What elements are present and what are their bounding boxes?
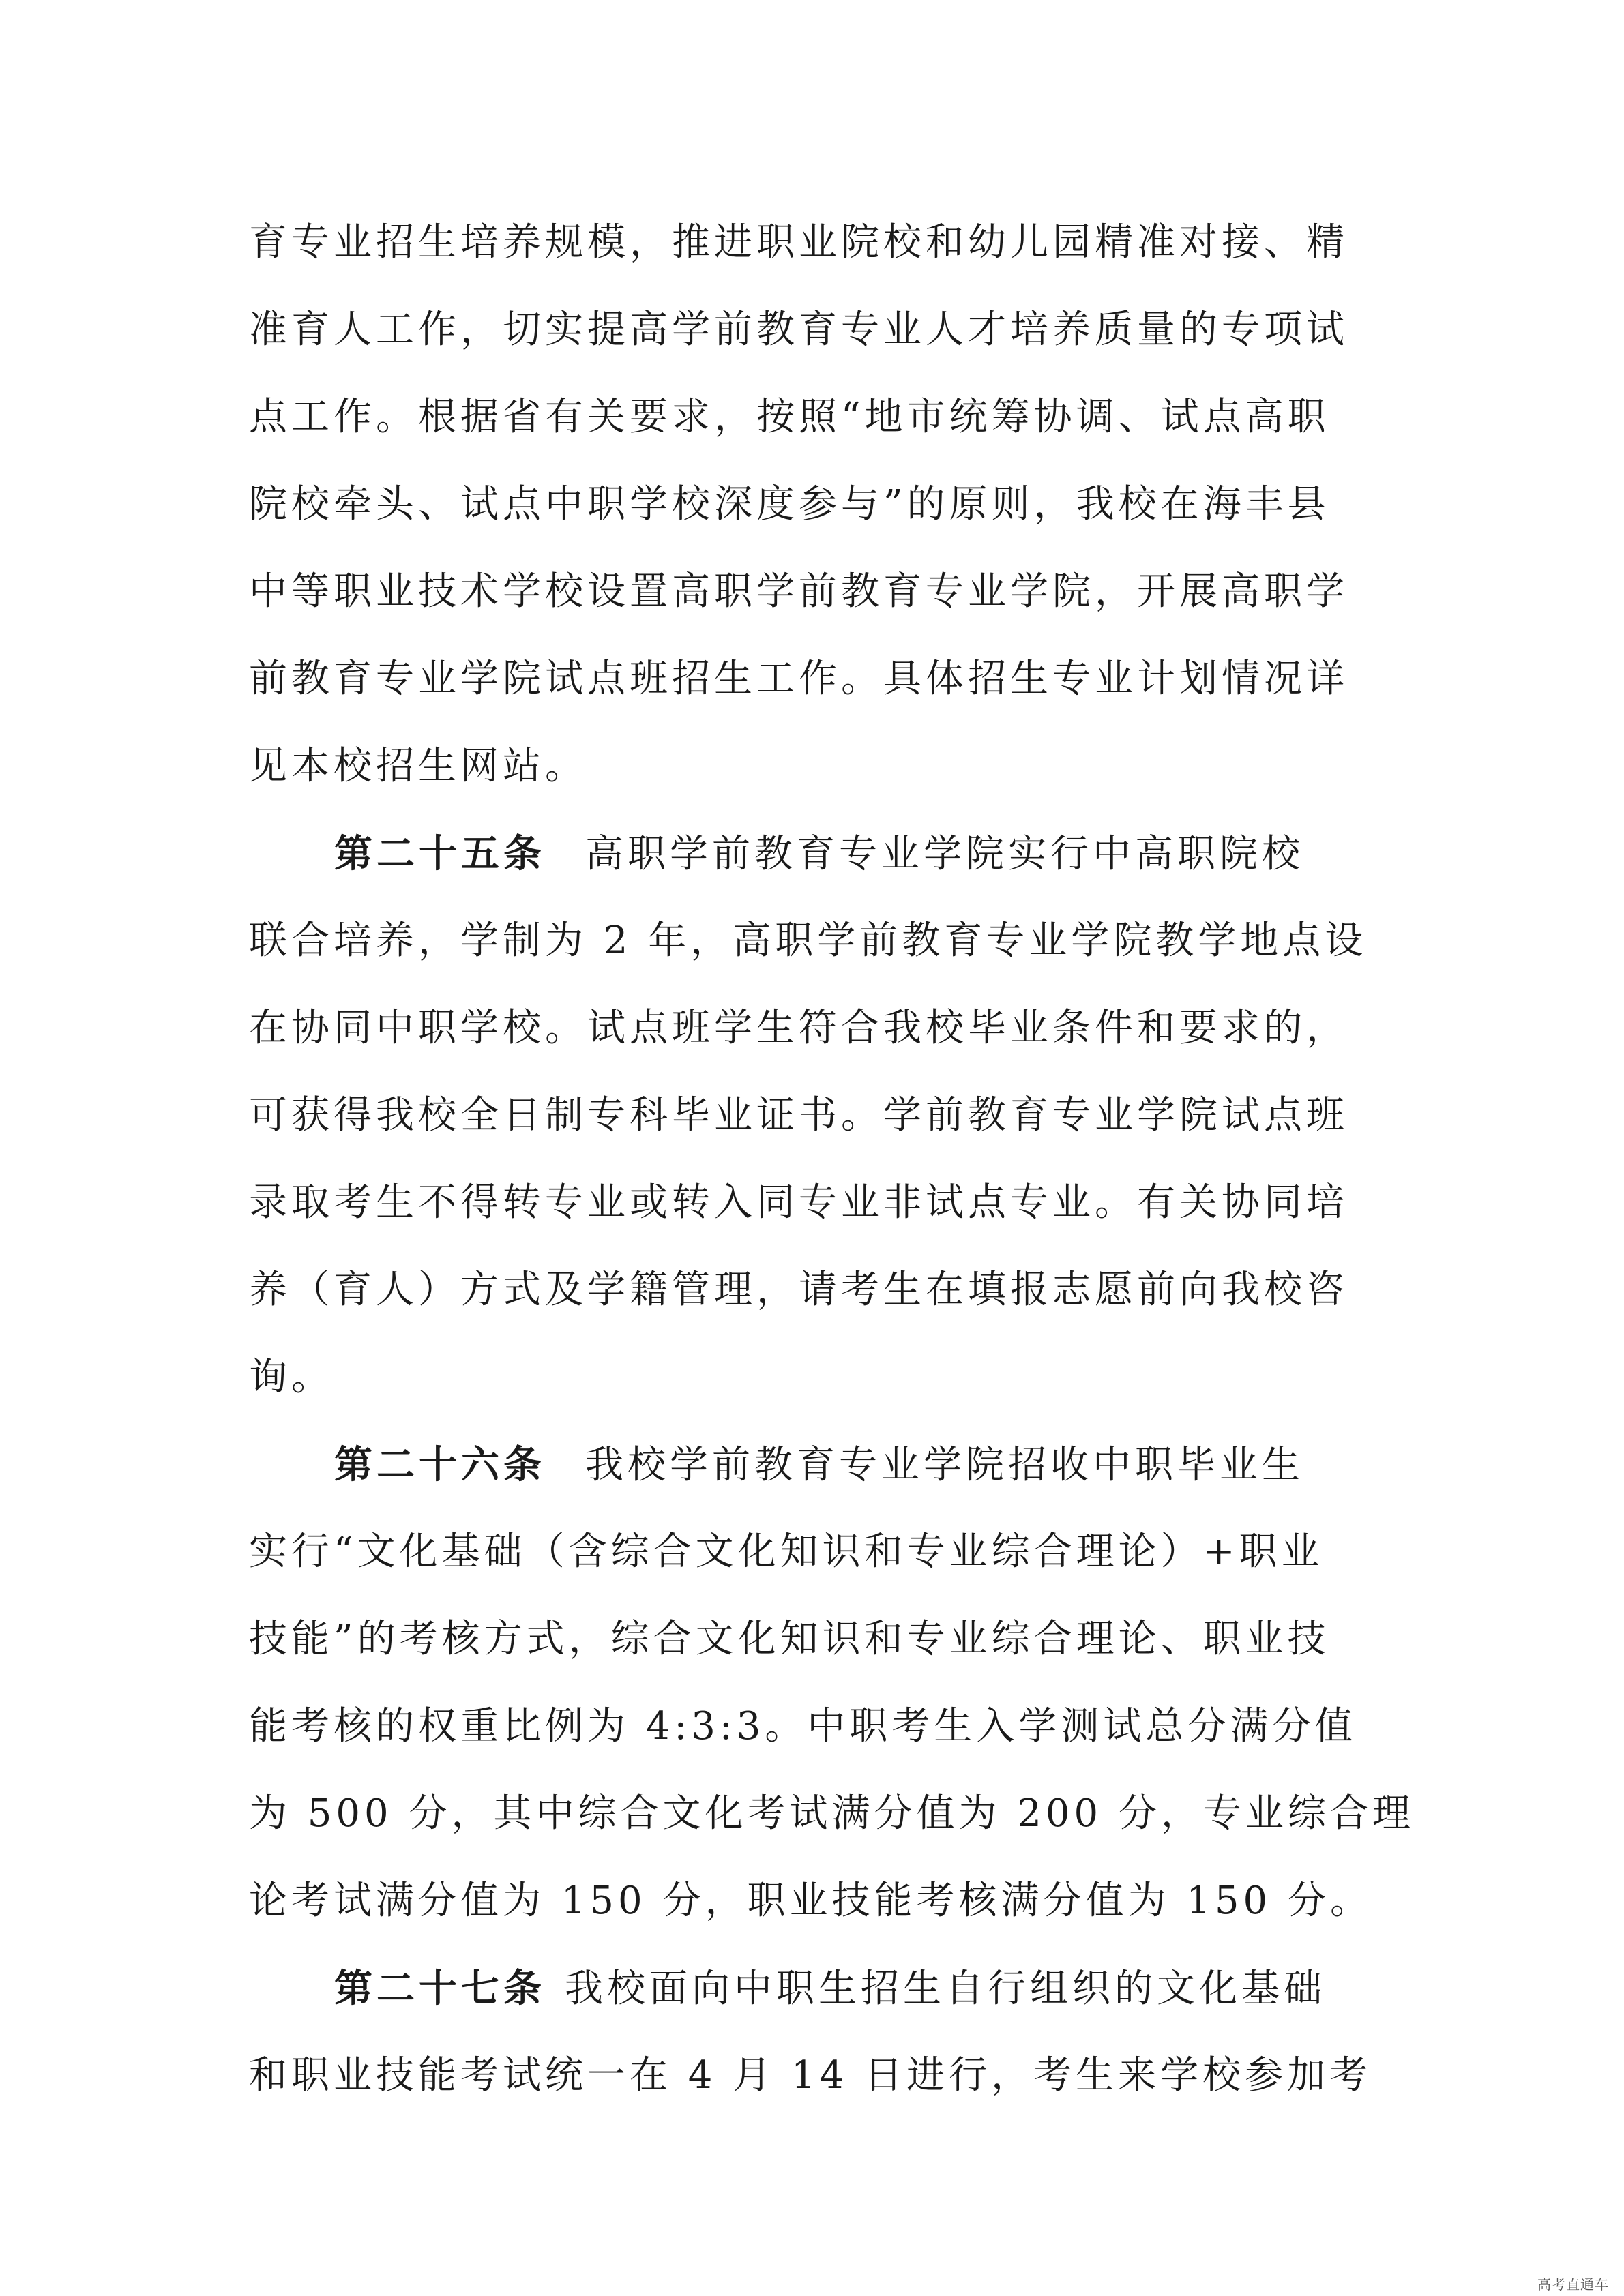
paragraph-line: 技能”的考核方式，综合文化知识和专业综合理论、职业技 [249,1617,1330,1661]
paragraph-line: 联合培养，学制为 2 年，高职学前教育专业学院教学地点设 [249,919,1368,963]
paragraph-line: 能考核的权重比例为 4:3:3。中职考生入学测试总分满分值 [249,1704,1357,1748]
article-25-first-line [334,831,1304,878]
paragraph-line: 准育人工作，切实提高学前教育专业人才培养质量的专项试 [249,308,1348,352]
paragraph-line: 可获得我校全日制专科毕业证书。学前教育专业学院试点班 [249,1093,1348,1137]
article-heading: 第二十七条 [334,1966,546,2011]
article-text: 我校学前教育专业学院招收中职毕业生 [585,1443,1304,1487]
article-27-first-line [334,1965,1326,2012]
paragraph-line: 点工作。根据省有关要求，按照“地市统筹协调、试点高职 [249,395,1330,439]
article-text: 高职学前教育专业学院实行中高职院校 [585,832,1304,876]
paragraph-line: 见本校招生网站。 [249,744,587,788]
article-heading: 第二十六条 [334,1442,546,1487]
paragraph-line: 育专业招生培养规模，推进职业院校和幼儿园精准对接、精 [249,220,1348,265]
article-26-first-line [334,1442,1304,1489]
article-heading: 第二十五条 [334,831,546,876]
paragraph-line: 院校牵头、试点中职学校深度参与”的原则，我校在海丰县 [249,482,1330,526]
paragraph-line: 和职业技能考试统一在 4 月 14 日进行，考生来学校参加考 [249,2053,1372,2098]
paragraph-line: 前教育专业学院试点班招生工作。具体招生专业计划情况详 [249,657,1348,701]
paragraph-line: 为 500 分，其中综合文化考试满分值为 200 分，专业综合理 [249,1791,1415,1836]
paragraph-line: 询。 [249,1355,334,1399]
paragraph-line: 录取考生不得转专业或转入同专业非试点专业。有关协同培 [249,1180,1348,1225]
paragraph-line: 论考试满分值为 150 分，职业技能考核满分值为 150 分。 [249,1879,1372,1923]
paragraph-line: 中等职业技术学校设置高职学前教育专业学院，开展高职学 [249,569,1348,614]
watermark: 高考直通车 [1537,2276,1609,2293]
article-text: 我校面向中职生招生自行组织的文化基础 [565,1967,1326,2011]
paragraph-line: 在协同中职学校。试点班学生符合我校毕业条件和要求的， [249,1006,1348,1050]
paragraph-line: 养（育人）方式及学籍管理，请考生在填报志愿前向我校咨 [249,1268,1348,1312]
paragraph-line: 实行“文化基础（含综合文化知识和专业综合理论）+职业 [249,1530,1324,1574]
